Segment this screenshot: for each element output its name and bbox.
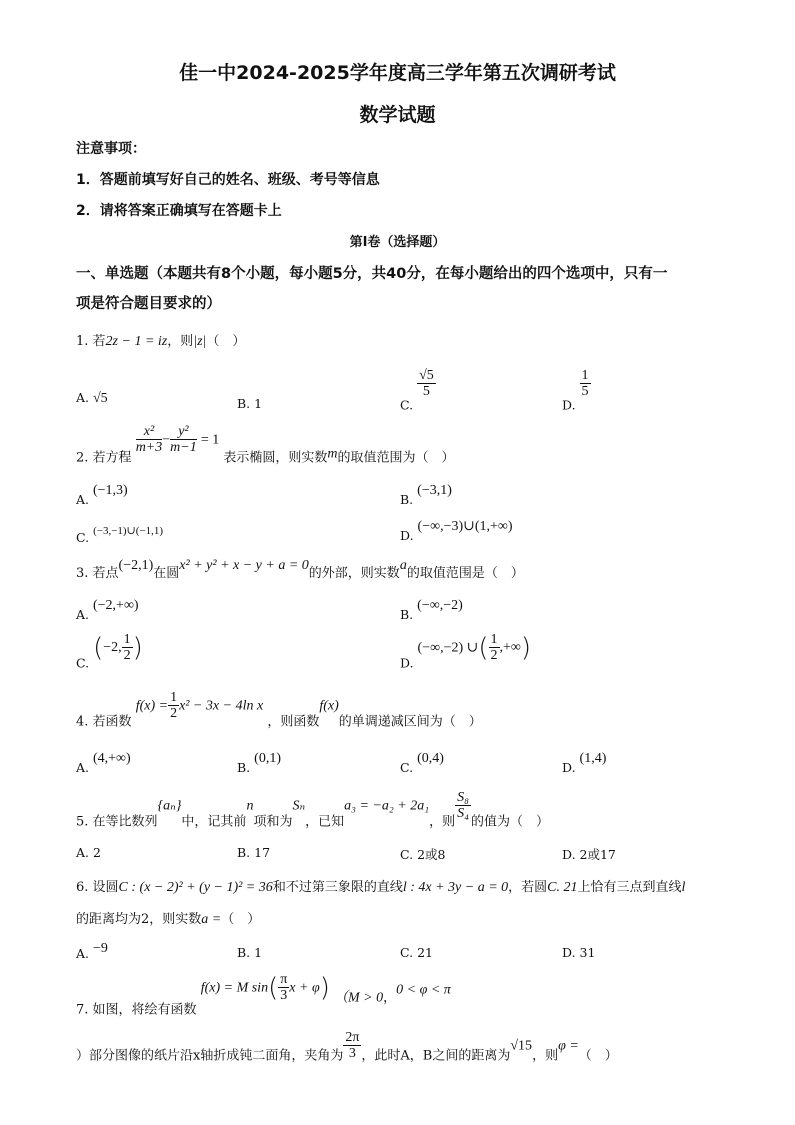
q4-option-b: B. (0,1) xyxy=(237,751,281,775)
q2-frac2: $\frac{\text{y²}}{m-1}$ xyxy=(170,424,197,456)
q4-option-d: D. (1,4) xyxy=(562,751,607,775)
page-subtitle: 数学试题 xyxy=(359,104,436,126)
section-heading-line1: 一、单选题（本题共有8个小题，每小题5分，共40分，在每小题给出的四个选项中，只有一 xyxy=(76,266,668,282)
q1-prefix: 1. 若 xyxy=(76,334,106,349)
q1-a-value: √5 xyxy=(93,391,108,406)
q1-a-label: A. xyxy=(76,390,90,405)
q4-option-a: A. (4,+∞) xyxy=(76,751,131,775)
question-6-line2: 的距离均为2，则实数a =（ ） xyxy=(76,912,261,927)
q2-minus: − xyxy=(162,432,171,448)
q3-option-b: B. (−∞,−2) xyxy=(400,598,463,622)
question-2 xyxy=(76,424,455,465)
question-7: 7. 如图，将绘有函数 f(x) = M sin( $\frac{\pi}{3}$ x + φ) （M > 0，0 < φ < π xyxy=(76,972,451,1018)
q4-option-c: C. (0,4) xyxy=(400,751,444,775)
q1-paren: （ ） xyxy=(206,334,246,349)
q1-mid: ，则 xyxy=(167,334,194,349)
section-heading-line2: 项是符合题目要求的） xyxy=(76,296,221,312)
question-7-line2: ）部分图像的纸片沿x轴折成钝二面角，夹角为 $\frac{2\pi}{3}$ ，此时A，B之间的距离为√15，则φ =（ ） xyxy=(76,1030,618,1064)
q2-eq: = 1 xyxy=(200,432,220,448)
part-heading: 第I卷（选择题） xyxy=(349,235,446,250)
notice-item-1: 1．答题前填写好自己的姓名、班级、考号等信息 xyxy=(76,172,380,188)
q6-option-d: D. 31 xyxy=(562,945,596,960)
q6-option-b: B. 1 xyxy=(237,945,263,960)
q1-abs: |z| xyxy=(193,334,207,349)
q1-c-label: C. xyxy=(400,397,414,413)
q2-post: 表示椭圆，则实数 xyxy=(223,450,328,466)
q3-option-c: C. (−2, $\frac{1}{2}$ ) xyxy=(76,632,143,671)
q1-equation: 2z − 1 = iz xyxy=(105,334,168,349)
q1-c-frac: $\frac{√5}{5}$ xyxy=(419,368,434,400)
q1-option-c xyxy=(400,368,436,412)
question-3: 3. 若点(−2,1)在圆x² + y² + x − y + a = 0的外部，则实数a的取值范围是（ ） xyxy=(76,558,524,581)
q1-option-b: B. 1 xyxy=(237,396,263,411)
notice-heading: 注意事项： xyxy=(76,141,146,157)
q5-option-a: A. 2 xyxy=(76,845,101,860)
q2-option-c: C. (−3,−1)∪(−1,1) xyxy=(76,525,164,545)
q2-option-b: B. (−3,1) xyxy=(400,483,452,507)
q2-var: m xyxy=(327,446,338,462)
q1-option-a xyxy=(76,390,108,407)
q5-option-b: B. 17 xyxy=(237,845,271,860)
notice-item-2: 2．请将答案正确填写在答题卡上 xyxy=(76,203,282,219)
q6-option-c: C. 21 xyxy=(400,945,433,960)
q6-option-a: A. −9 xyxy=(76,941,108,961)
page-title: 佳一中2024-2025学年度高三学年第五次调研考试 xyxy=(179,62,616,84)
q5-option-d: D. 2或17 xyxy=(562,847,616,862)
q2-frac1: $\frac{\text{x²}}{m+3}$ xyxy=(135,424,163,456)
q5-option-c: C. 2或8 xyxy=(400,847,446,862)
q2-post2: 的取值范围为（ ） xyxy=(337,450,455,466)
question-5: 5. 在等比数列{aₙ}中，记其前n项和为Sₙ，已知a₃ = −a₂ + 2a₁，则 $\frac{\text{S₈}}{\text{S₄}}$ 的值为（ ） xyxy=(76,790,550,830)
q1-d-frac: $\frac{1}{5}$ xyxy=(581,368,589,400)
q2-prefix: 2. 若方程 xyxy=(76,450,132,466)
question-1 xyxy=(76,330,245,350)
q1-d-label: D. xyxy=(562,397,576,413)
question-6: 6. 设圆C : (x − 2)² + (y − 1)² = 36和不过第三象限的直线l : 4x + 3y − a = 0，若圆C. 21上恰有三点到直线l xyxy=(76,880,686,895)
q2-option-d: D. (−∞,−3)∪(1,+∞) xyxy=(400,519,513,543)
question-4: 4. 若函数 f(x) = $\frac{1}{2}$ x² − 3x − 4ln x ，则函数f(x)的单调递减区间为（ ） xyxy=(76,690,482,730)
q2-option-a: A. (−1,3) xyxy=(76,483,128,507)
q1-option-d xyxy=(562,368,591,412)
q3-option-d: D. (−∞,−2) ∪( $\frac{1}{2}$ ,+∞) xyxy=(400,632,532,671)
q3-option-a: A. (−2,+∞) xyxy=(76,598,139,622)
